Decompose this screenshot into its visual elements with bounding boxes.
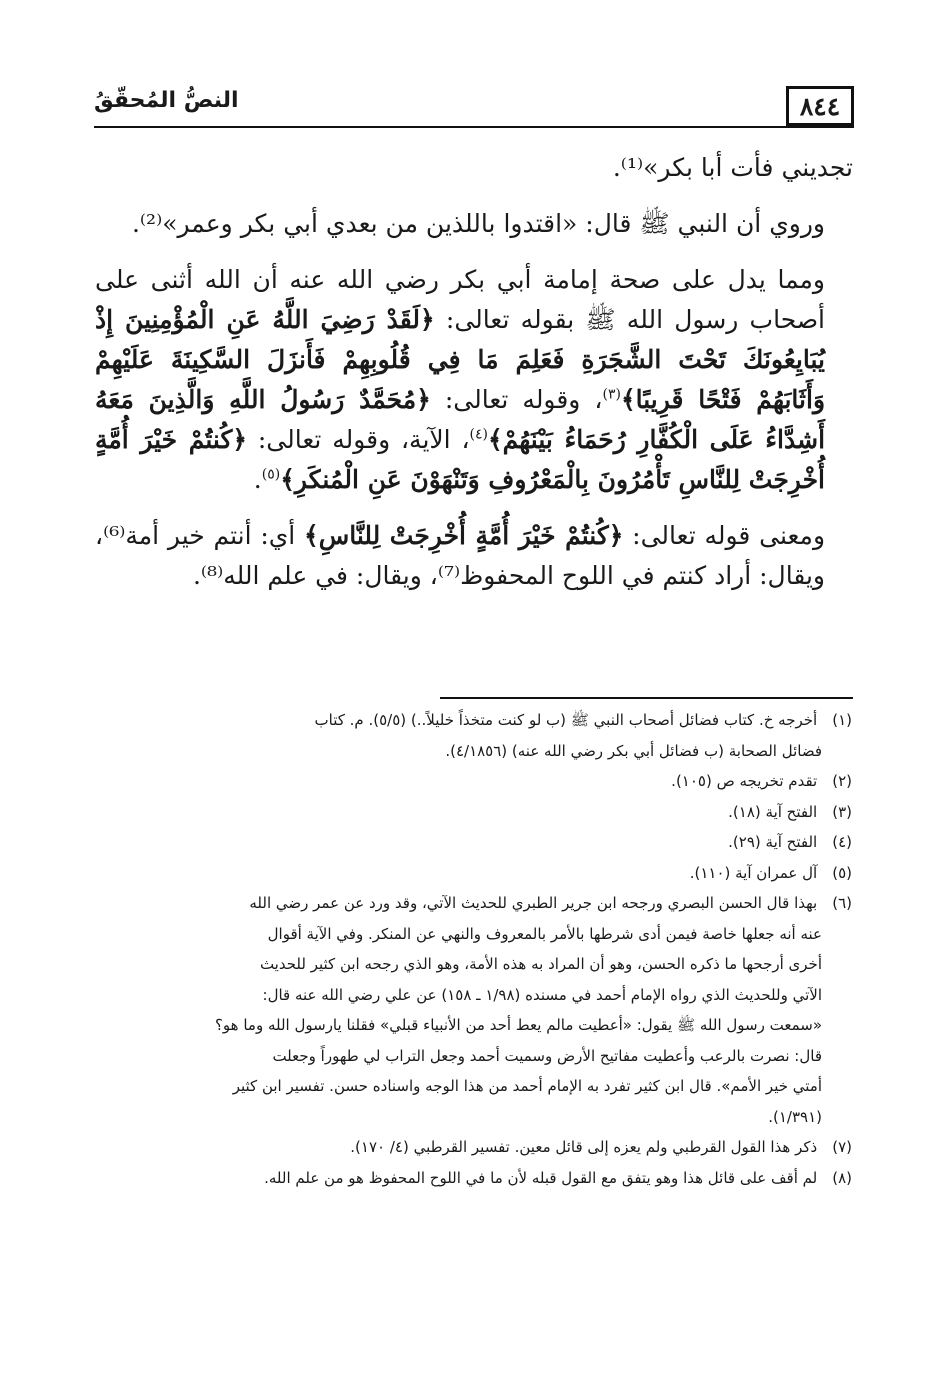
footnote-5: (٥) آل عمران آية (١١٠). [689, 863, 852, 882]
footnote-6-cont: أمتي خير الأمم». قال ابن كثير تفرد به الإمام أحمد من هذا الوجه واسناده حسن. تفسير ابن كثير [232, 1077, 822, 1095]
footnote-1-cont: فضائل الصحابة (ب فضائل أبي بكر رضي الله عنه) (٤/١٨٥٦). [445, 741, 822, 760]
paragraph-4: ومعنى قوله تعالى: ﴿كُنتُمْ خَيْرَ أُمَّةٍ أُخْرِجَتْ لِلنَّاسِ﴾ أي: أنتم خير أمة⁽⁶⁾، ويقال: أراد كنتم في اللوح المحفوظ⁽⁷⁾، ويقال: في علم الله⁽⁸⁾. [95, 521, 826, 590]
quran-quote: ﴿كُنتُمْ خَيْرَ أُمَّةٍ أُخْرِجَتْ لِلنَّاسِ تَأْمُرُونَ بِالْمَعْرُوفِ وَتَنْهَوْنَ عَنِ الْمُنكَرِ﴾ [95, 425, 825, 494]
footnote-6-cont: عنه أنه جعلها خاصة فيمن أدى شرطها بالأمر بالمعروف والنهي عن المنكر. وفي الآية أقوال [267, 924, 822, 943]
footnote-separator [440, 697, 853, 699]
footnote-6-cont: الآتي وللحديث الذي رواه الإمام أحمد في مسنده (١/٩٨ ـ ١٥٨) عن علي رضي الله عنه قال: [262, 985, 822, 1004]
footnote-1: (١) أخرجه خ. كتاب فضائل أصحاب النبي ﷺ (ب لو كنت متخذاً خليلاً..) (٥/٥). م. كتاب [314, 711, 852, 729]
running-title: النصُّ المُحقّقُ [94, 88, 239, 113]
footnote-ref: (٤) [469, 426, 488, 443]
footnote-2: (٢) تقدم تخريجه ص (١٠٥). [671, 772, 852, 790]
paragraph-3: ومما يدل على صحة إمامة أبي بكر رضي الله عنه أن الله أثنى على أصحاب رسول الله ﷺ بقوله تعالى: ﴿لَقَدْ رَضِيَ اللَّهُ عَنِ الْمُؤْمِنِينَ إِذْ يُبَايِعُونَكَ تَحْتَ الشَّجَرَةِ فَعَلِمَ مَا فِي قُلُوبِهِمْ فَأَنزَلَ السَّكِينَةَ عَلَيْهِمْ وَأَثَابَهُمْ فَتْحًا قَرِيبًا﴾$^{(٣)}$، وقوله تعالى: ﴿مُحَمَّدٌ رَسُولُ اللَّهِ وَالَّذِينَ مَعَهُ أَشِدَّاءُ عَلَى الْكُفَّارِ رُحَمَاءُ بَيْنَهُمْ﴾$^{(٤)}$، الآية، وقوله تعالى: ﴿كُنتُمْ خَيْرَ أُمَّةٍ أُخْرِجَتْ لِلنَّاسِ تَأْمُرُونَ بِالْمَعْرُوفِ وَتَنْهَوْنَ عَنِ الْمُنكَرِ﴾$^{(٥)}$. [95, 265, 826, 494]
paragraph-2: وروي أن النبي ﷺ قال: «اقتدوا باللذين من بعدي أبي بكر وعمر»⁽²⁾. [131, 209, 825, 238]
main-text [95, 148, 853, 596]
footnotes [92, 705, 852, 1193]
footnote-ref: (٣) [602, 386, 621, 403]
footnote-3: (٣) الفتح آية (١٨). [728, 802, 852, 821]
footnote-8: (٨) لم أقف على قائل هذا وهو يتفق مع القول قبله لأن ما في اللوح المحفوظ هو من علم الله. [264, 1168, 852, 1187]
footnote-6-cont: (١/٣٩١). [768, 1107, 822, 1126]
footnote-6: (٦) بهذا قال الحسن البصري ورجحه ابن جرير الطبري للحديث الآتي، وقد ورد عن عمر رضي الله [249, 894, 852, 912]
footnote-7: (٧) ذكر هذا القول القرطبي ولم يعزه إلى قائل معين. تفسير القرطبي (٤/ ١٧٠). [350, 1138, 852, 1156]
paragraph-1: تجديني فأت أبا بكر»⁽¹⁾. [612, 153, 853, 182]
page-number: ٨٤٤ [799, 91, 841, 121]
footnote-4: (٤) الفتح آية (٢٩). [728, 833, 852, 851]
footnote-ref: (٥) [261, 466, 281, 483]
footnote-6-cont: أخرى أرجحها ما ذكره الحسن، وهو أن المراد به هذه الأمة، وهو الذي رجحه ابن كثير للحديث [259, 955, 822, 973]
footnote-6-cont: «سمعت رسول الله ﷺ يقول: «أعطيت مالم يعط أحد من الأنبياء قبلي» فقلنا يارسول الله وما هو؟ [214, 1016, 822, 1034]
header-rule [94, 126, 854, 128]
quran-quote: ﴿مُحَمَّدٌ رَسُولُ اللَّهِ وَالَّذِينَ مَعَهُ أَشِدَّاءُ عَلَى الْكُفَّارِ رُحَمَاءُ بَيْنَهُمْ﴾ [95, 385, 826, 454]
quran-quote: ﴿كُنتُمْ خَيْرَ أُمَّةٍ أُخْرِجَتْ لِلنَّاسِ﴾ [304, 521, 624, 550]
footnote-6-cont: قال: نصرت بالرعب وأعطيت مفاتيح الأرض وسميت أحمد وجعل التراب لي طهوراً وجعلت [272, 1046, 822, 1065]
quran-quote: ﴿لَقَدْ رَضِيَ اللَّهُ عَنِ الْمُؤْمِنِينَ إِذْ يُبَايِعُونَكَ تَحْتَ الشَّجَرَةِ فَعَلِمَ مَا فِي قُلُوبِهِمْ فَأَنزَلَ السَّكِينَةَ عَلَيْهِمْ وَأَثَابَهُمْ فَتْحًا قَرِيبًا﴾ [95, 305, 826, 414]
page-number-box [786, 86, 854, 126]
